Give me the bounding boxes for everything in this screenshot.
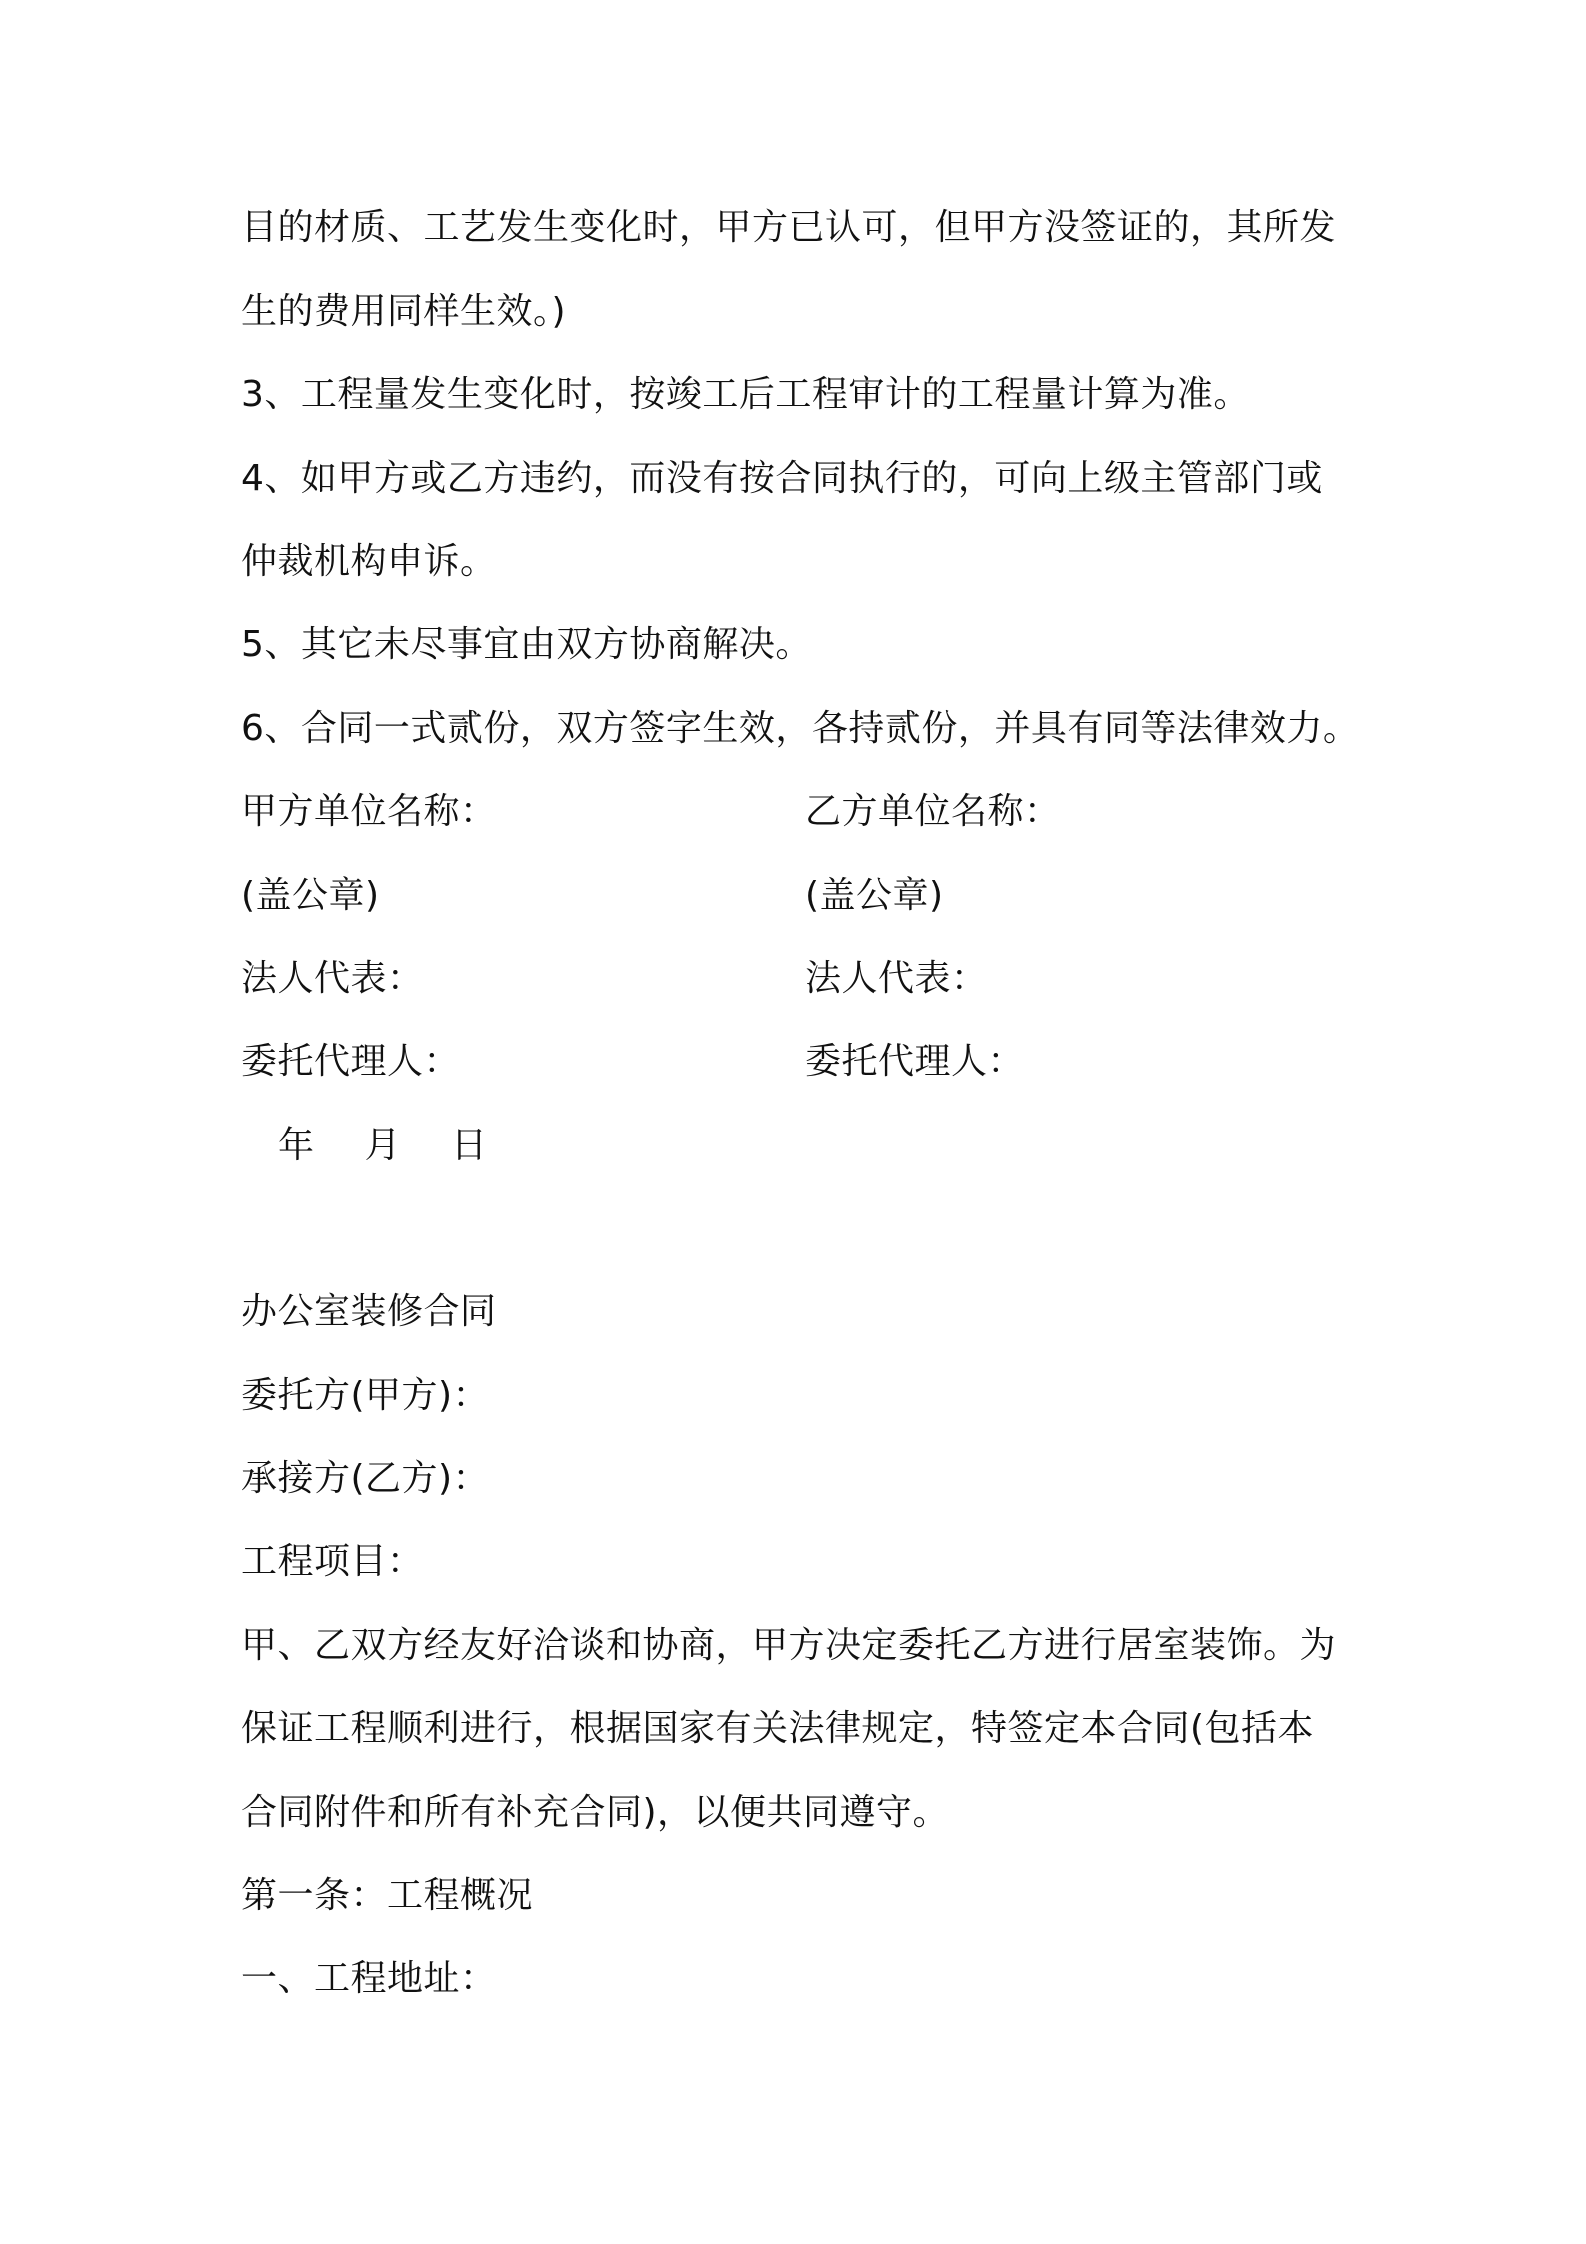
- clause-3: 3、工程量发生变化时，按竣工后工程审计的工程量计算为准。: [241, 374, 1250, 415]
- project-field: 工程项目：: [241, 1541, 424, 1582]
- date-month: 月: [364, 1125, 401, 1166]
- client-field: 委托方(甲方)：: [241, 1375, 490, 1416]
- clause-6: 6、合同一式贰份，双方签字生效，各持贰份，并具有同等法律效力。: [241, 708, 1360, 749]
- party-a-seal: (盖公章): [241, 875, 380, 916]
- intro-line: 保证工程顺利进行，根据国家有关法律规定，特签定本合同(包括本: [241, 1708, 1315, 1749]
- article-1-heading: 第一条：工程概况: [241, 1875, 534, 1916]
- date-day: 日: [450, 1125, 488, 1166]
- party-b-agent: 委托代理人：: [805, 1041, 1025, 1082]
- party-b-seal: (盖公章): [805, 875, 944, 916]
- party-a-agent: 委托代理人：: [241, 1041, 461, 1082]
- intro-line: 甲、乙双方经友好洽谈和协商，甲方决定委托乙方进行居室装饰。为: [241, 1625, 1337, 1666]
- paragraph-line: 生的费用同样生效。): [241, 291, 567, 332]
- party-b-legal-rep: 法人代表：: [805, 958, 988, 999]
- clause-4: 4、如甲方或乙方违约，而没有按合同执行的，可向上级主管部门或: [241, 458, 1323, 499]
- party-a-legal-rep: 法人代表：: [241, 958, 424, 999]
- party-a-unit-name: 甲方单位名称：: [241, 791, 497, 832]
- contract-title: 办公室装修合同: [241, 1291, 497, 1332]
- address-field: 一、工程地址：: [241, 1958, 497, 1999]
- paragraph-line: 目的材质、工艺发生变化时，甲方已认可，但甲方没签证的，其所发: [241, 207, 1337, 248]
- date-year: 年: [278, 1125, 315, 1166]
- party-b-unit-name: 乙方单位名称：: [805, 791, 1061, 832]
- date-line: [278, 1124, 487, 1168]
- contractor-field: 承接方(乙方)：: [241, 1458, 490, 1499]
- clause-5: 5、其它未尽事宜由双方协商解决。: [241, 624, 812, 665]
- intro-line: 合同附件和所有补充合同)，以便共同遵守。: [241, 1792, 950, 1833]
- clause-4-continued: 仲裁机构申诉。: [241, 541, 497, 582]
